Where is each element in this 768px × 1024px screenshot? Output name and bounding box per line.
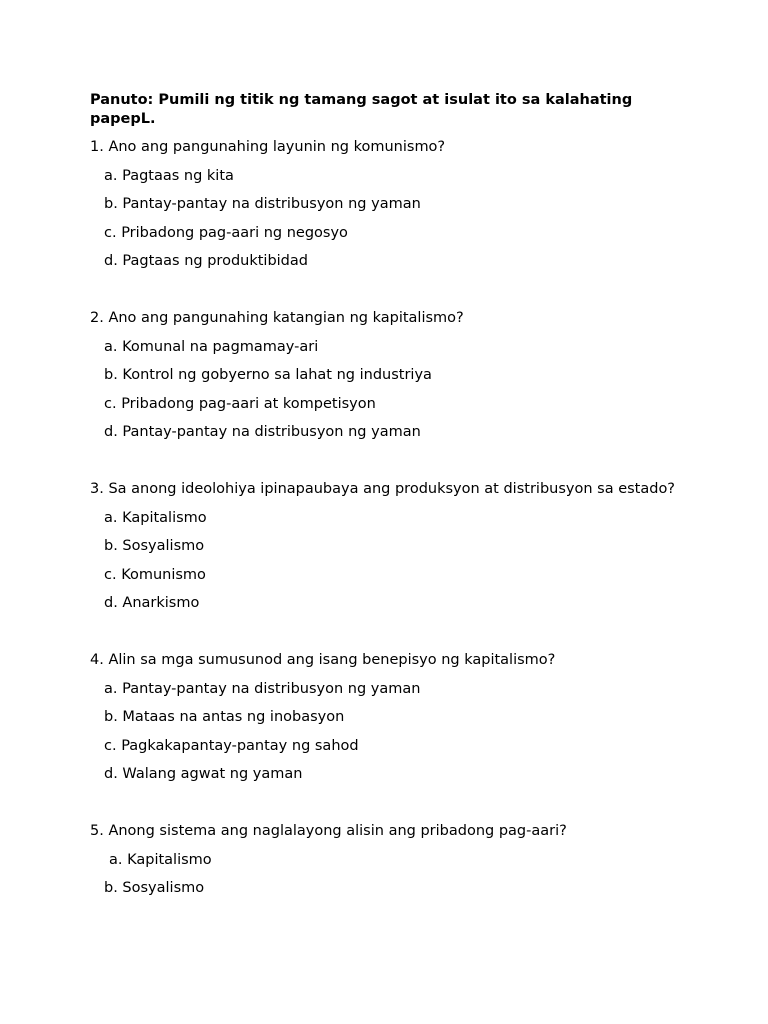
- choice-list: [90, 851, 680, 899]
- question-text: 1. Ano ang pangunahing layunin ng komunismo?: [90, 139, 446, 155]
- choice-list: [90, 167, 680, 272]
- choice-d: d. Anarkismo: [104, 595, 200, 611]
- question-1: [90, 138, 680, 271]
- question-spacer: [90, 271, 680, 309]
- choice-a: a. Kapitalismo: [109, 851, 212, 868]
- choice-b: b. Kontrol ng gobyerno sa lahat ng industriya: [104, 367, 432, 383]
- choice-c: c. Pagkakapantay-pantay ng sahod: [104, 737, 359, 754]
- question-spacer: [90, 442, 680, 480]
- choice-b: b. Sosyalismo: [104, 880, 205, 896]
- question-text: 3. Sa anong ideolohiya ipinapaubaya ang produksyon at distribusyon sa estado?: [90, 481, 676, 497]
- choice-d: d. Pagtaas ng produktibidad: [104, 253, 308, 269]
- choice-a: a. Komunal na pagmamay-ari: [104, 338, 319, 355]
- choice-b: b. Sosyalismo: [104, 538, 205, 554]
- question-text: 5. Anong sistema ang naglalayong alisin ang pribadong pag-aari?: [90, 823, 567, 839]
- choice-list: [90, 680, 680, 785]
- quiz-page: [90, 91, 680, 898]
- choice-d: d. Walang agwat ng yaman: [104, 766, 303, 782]
- question-2: [90, 309, 680, 442]
- choice-c: c. Pribadong pag-aari at kompetisyon: [104, 395, 376, 412]
- choice-c: c. Pribadong pag-aari ng negosyo: [104, 224, 348, 241]
- question-4: [90, 651, 680, 784]
- choice-b: b. Mataas na antas ng inobasyon: [104, 709, 345, 725]
- question-3: [90, 480, 680, 613]
- question-text: 4. Alin sa mga sumusunod ang isang benepisyo ng kapitalismo?: [90, 652, 556, 668]
- choice-b: b. Pantay-pantay na distribusyon ng yaman: [104, 196, 421, 212]
- question-spacer: [90, 613, 680, 651]
- question-text: 2. Ano ang pangunahing katangian ng kapitalismo?: [90, 310, 464, 326]
- choice-list: [90, 509, 680, 614]
- question-5: [90, 822, 680, 898]
- question-spacer: [90, 784, 680, 822]
- choice-d: d. Pantay-pantay na distribusyon ng yaman: [104, 424, 421, 440]
- choice-list: [90, 338, 680, 443]
- choice-a: a. Pagtaas ng kita: [104, 167, 234, 184]
- instructions-heading: Panuto: Pumili ng titik ng tamang sagot at isulat ito sa kalahating papepL.: [90, 92, 633, 127]
- choice-a: a. Kapitalismo: [104, 509, 207, 526]
- choice-a: a. Pantay-pantay na distribusyon ng yaman: [104, 680, 421, 697]
- choice-c: c. Komunismo: [104, 566, 206, 583]
